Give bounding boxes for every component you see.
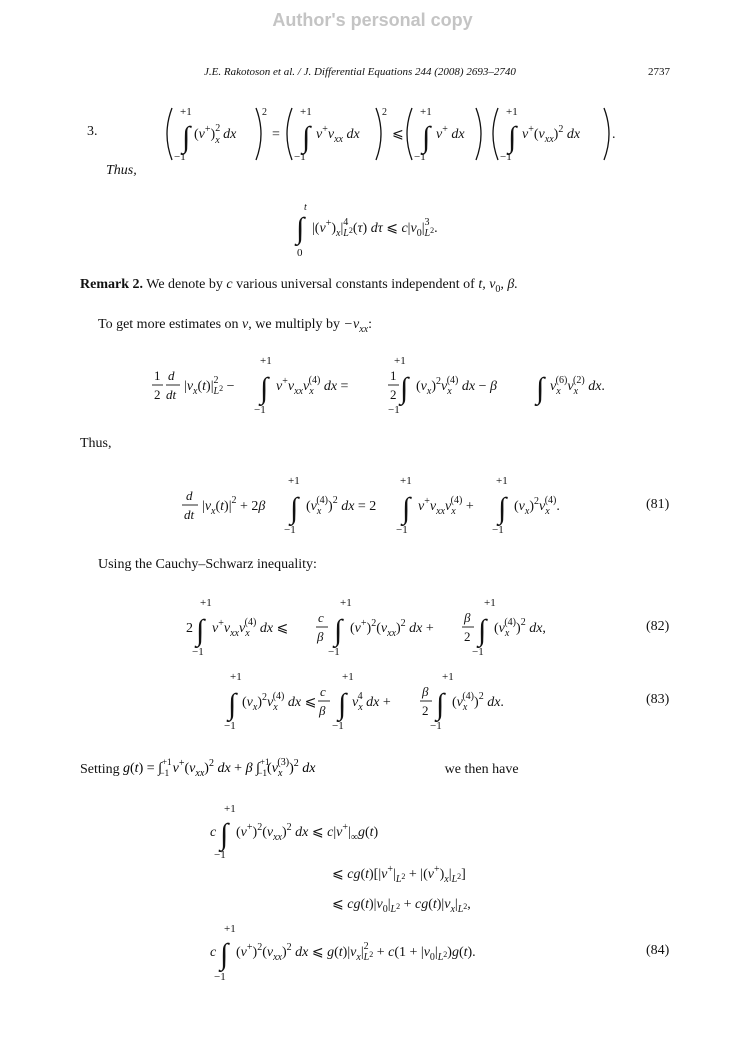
equation-number-81: (81) (646, 497, 670, 512)
svg-text:−1: −1 (332, 720, 344, 732)
svg-text:∫: ∫ (478, 614, 487, 647)
estimates-text-middle: , we multiply by (248, 317, 344, 332)
svg-text:∫: ∫ (422, 121, 431, 154)
svg-text:−1: −1 (214, 849, 226, 861)
setting-suffix: we then have (441, 762, 519, 777)
svg-text:d: d (186, 488, 193, 503)
svg-text:dt: dt (184, 507, 195, 522)
svg-text:∫: ∫ (182, 121, 191, 154)
equation-number-82: (82) (646, 619, 670, 634)
equation-84-block (206, 800, 566, 986)
running-head: J.E. Rakotoson et al. / J. Differential Equations 244 (2008) 2693–2740 (204, 66, 516, 78)
svg-text:c: c (320, 684, 326, 699)
svg-text:+1: +1 (506, 106, 518, 118)
svg-text:−1: −1 (388, 404, 400, 416)
svg-text:+1: +1 (260, 355, 272, 367)
svg-text:(v+)2(vxx)2 dx ⩽ c|v+|∞g(t): $(v^+)^2(v_{xx})^2$ dx ⩽ $c|v^+|_\infty g(t)$ (236, 822, 379, 843)
svg-text:∫: ∫ (400, 372, 409, 405)
equation-number-84: (84) (646, 943, 670, 958)
remark-vars: t, v (478, 277, 496, 292)
svg-text:∫: ∫ (508, 121, 517, 154)
svg-text:+1: +1 (230, 671, 242, 683)
remark-text: We denote by (146, 277, 227, 292)
item-number: 3. (87, 124, 98, 139)
svg-text:∫: ∫ (402, 492, 411, 525)
svg-text:∫: ∫ (338, 688, 347, 721)
svg-text:∫: ∫ (220, 818, 229, 851)
svg-text:|vx(t)|2 + 2β: $|v_x(t)|^2 + 2\beta$ (202, 495, 266, 517)
svg-text:β: β (319, 703, 326, 718)
svg-text:−1: −1 (192, 646, 204, 658)
svg-text:∫: ∫ (290, 492, 299, 525)
svg-text:(vx)2vx(4) dx ⩽: $(v_x)^2v_x(4)$ dx ⩽ (242, 691, 317, 713)
estimates-paragraph (98, 317, 372, 335)
lower-limit: −1 (174, 151, 186, 163)
svg-text:(vx)2vx(4).: $(v_x)^2v_x(4)$. (514, 495, 560, 517)
svg-text:−1: −1 (472, 646, 484, 658)
svg-text:+1: +1 (394, 355, 406, 367)
svg-text:−1: −1 (328, 646, 340, 658)
svg-text:+1: +1 (496, 475, 508, 487)
svg-text:⩽ cg(t)[|v+|L2 + |(v+)x|L2]: ⩽ $cg(t)[|v^+|_L^2 + |(v^+)_x|_L^2]$ (332, 864, 466, 885)
svg-text:∫: ∫ (260, 372, 269, 405)
remark-2 (80, 277, 518, 295)
svg-text:v+vxx dx: $v^+v_{xx}$ dx (316, 124, 360, 145)
svg-text:∫: ∫ (228, 688, 237, 721)
remark-vars-sub: 0 (495, 283, 501, 295)
svg-text:(v+)2(vxx)2 dx +: $(v^+)^2(v_{xx})^2$ dx + (350, 618, 434, 639)
svg-text:−1: −1 (492, 524, 504, 536)
svg-text:2: 2 (422, 703, 429, 718)
svg-text:2: 2 (262, 107, 267, 118)
svg-text:(vx(4))2 dx.: $(v_x(4))^2$ dx. (452, 691, 504, 713)
svg-text:−1: −1 (284, 524, 296, 536)
svg-text:v+vxxvx(4) +: $v^+v_{xx}v_x(4)$ + (418, 495, 474, 517)
svg-text:+1: +1 (420, 106, 432, 118)
watermark: Author's personal copy (272, 10, 473, 30)
svg-text:(vx(4))2 dx = 2: $(v_x(4))^2$ dx = 2 (306, 495, 377, 517)
svg-text:c: c (318, 610, 324, 625)
svg-text:∫: ∫ (436, 688, 445, 721)
page-number: 2737 (648, 66, 670, 78)
thus-label: Thus, (106, 163, 137, 178)
estimates-text: To get more estimates on (98, 317, 243, 332)
svg-text:−1: −1 (214, 971, 226, 983)
svg-text:+1: +1 (342, 671, 354, 683)
estimates-mult: −v (343, 317, 360, 332)
svg-text:∫: ∫ (498, 492, 507, 525)
setting-text: Setting (80, 762, 124, 777)
svg-text:2: 2 (382, 107, 387, 118)
svg-text:|vx(t)|2L2 −: $|v_x(t)|^2$ $L^2$ − (184, 375, 235, 397)
svg-text:−1: −1 (414, 151, 426, 163)
svg-text:+1: +1 (300, 106, 312, 118)
svg-text:g(t) = ∫+1−1 v+(vxx)2 dx + β ∫: g(t) = ∫$^{+1}$ −1 $v^+(v_{xx})^2$ dx + β $\int^{+1} -1(v_x(3))^2$ dx (123, 757, 316, 779)
svg-text:=: = (272, 127, 280, 142)
cauchy-schwarz-text: Using the Cauchy–Schwarz inequality: (98, 557, 317, 572)
equation-number-83: (83) (646, 692, 670, 707)
svg-text:.: . (612, 127, 616, 142)
svg-text:+1: +1 (224, 803, 236, 815)
svg-text:v+(vxx)2 dx: $v^+(v_{xx})^2$ dx (522, 124, 581, 145)
svg-text:β: β (422, 684, 429, 699)
svg-text:−1: −1 (430, 720, 442, 732)
svg-text:0: 0 (297, 247, 303, 259)
svg-text:∫: ∫ (220, 938, 229, 971)
svg-text:+1: +1 (400, 475, 412, 487)
svg-text:1: 1 (154, 368, 161, 383)
svg-text:∫: ∫ (196, 614, 205, 647)
svg-text:(v+)2x dx: $(v^+)^2$ x dx (194, 123, 237, 146)
svg-text:dt: dt (166, 387, 177, 402)
svg-text:∫: ∫ (334, 614, 343, 647)
svg-text:+1: +1 (442, 671, 454, 683)
svg-text:β: β (317, 629, 324, 644)
svg-text:v+vxxvx(4) dx =: $v^+v_{xx}v_x(4)$ dx = (276, 375, 349, 397)
remark-vars-end: , β. (500, 277, 518, 292)
svg-text:c: c (210, 825, 217, 840)
equation-81 (182, 472, 582, 538)
equation-item3 (160, 100, 630, 168)
svg-text:−1: −1 (294, 151, 306, 163)
thus-label-2: Thus, (80, 436, 112, 451)
svg-text:v+vxxvx(4) dx ⩽: $v^+v_{xx}v_x(4)$ dx ⩽ (212, 617, 289, 639)
svg-text:∫: ∫ (296, 212, 305, 245)
svg-text:2: 2 (464, 629, 471, 644)
remark-label: Remark 2. (80, 277, 143, 292)
svg-text:1: 1 (390, 368, 397, 383)
svg-text:+1: +1 (484, 597, 496, 609)
svg-text:t: t (304, 202, 307, 213)
svg-text:−1: −1 (224, 720, 236, 732)
equation-thus (292, 198, 492, 260)
remark-text-middle: various universal constants independent of (232, 277, 479, 292)
svg-text:+1: +1 (288, 475, 300, 487)
svg-text:2: 2 (186, 621, 193, 636)
svg-text:⩽: ⩽ (392, 127, 404, 142)
svg-text:(vx)2vx(4) dx − β: $(v_x)^2v_x(4)$ dx − β (416, 375, 497, 397)
estimates-end: : (368, 317, 372, 332)
equation-82 (184, 594, 584, 660)
svg-text:2: 2 (390, 387, 397, 402)
setting-formula (123, 757, 441, 779)
remark-var-c: c (226, 277, 233, 292)
svg-text:∫: ∫ (536, 372, 545, 405)
estimates-var: v (242, 317, 249, 332)
svg-text:d: d (168, 368, 175, 383)
svg-text:−1: −1 (254, 404, 266, 416)
svg-text:c: c (210, 945, 217, 960)
svg-text:|(v+)x|4L2(τ) dτ ⩽ c|v0|3L2.: $|(v^+)_x|^4$ $L^2(\tau)$ dτ ⩽ $c|v_0|^3$ $L^2$. (312, 217, 438, 239)
svg-text:2: 2 (154, 387, 161, 402)
svg-text:vx4 dx +: $v_x4$ dx + (352, 691, 391, 713)
svg-text:vx(6)vx(2) dx.: $v_x(6)v_x(2)$ dx. (550, 375, 605, 397)
svg-text:β: β (464, 610, 471, 625)
svg-text:v+ dx: v+ dx (436, 124, 465, 142)
svg-text:−1: −1 (396, 524, 408, 536)
svg-text:+1: +1 (340, 597, 352, 609)
svg-text:⩽ cg(t)|v0|L2 + cg(t)|vx|L2,: ⩽ $cg(t)|v_0|_L^2 + cg(t)|v_x|_L^2$, (332, 897, 471, 915)
svg-text:(v+)2(vxx)2 dx ⩽ g(t)|vx|2L2 +: $(v^+)^2(v_{xx})^2$ dx ⩽ $g(t)|v_x|^2$ $L^2 + c(1 + |v_0|_L^2)g(t)$. (236, 941, 476, 963)
svg-text:(vx(4))2 dx,: $(v_x(4))^2$ dx, (494, 617, 546, 639)
equation-83 (222, 668, 552, 734)
upper-limit: +1 (180, 106, 192, 118)
svg-text:∫: ∫ (302, 121, 311, 154)
svg-text:+1: +1 (200, 597, 212, 609)
estimates-mult-sub: xx (359, 323, 369, 335)
equation-energy (152, 352, 612, 418)
svg-text:−1: −1 (500, 151, 512, 163)
setting-paragraph (80, 757, 519, 779)
svg-text:+1: +1 (224, 923, 236, 935)
